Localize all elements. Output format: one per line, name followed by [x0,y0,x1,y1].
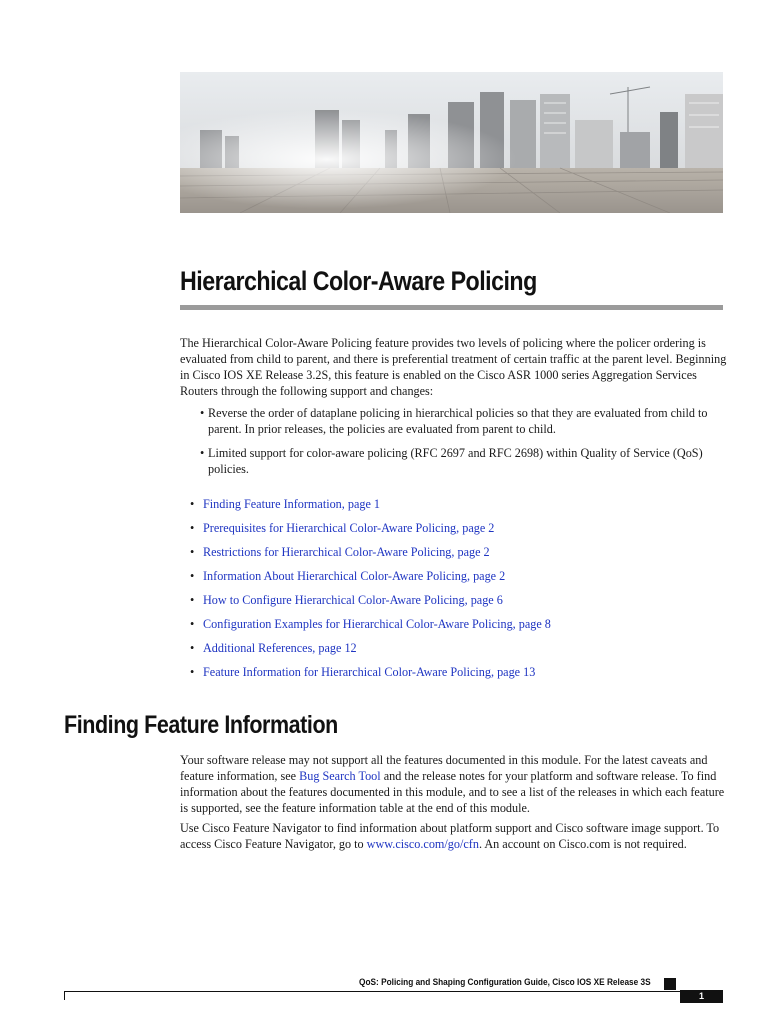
toc-link-how-to-configure[interactable]: How to Configure Hierarchical Color-Aware Policing, page 6 [203,593,503,607]
bullet-icon: • [190,593,195,607]
toc-link-configuration-examples[interactable]: Configuration Examples for Hierarchical Color-Aware Policing, page 8 [203,617,551,631]
cityscape-banner-image [180,72,723,213]
bullet-icon: • [190,497,195,511]
toc-link-feature-information[interactable]: Feature Information for Hierarchical Color-Aware Policing, page 13 [203,665,536,679]
page-title: Hierarchical Color-Aware Policing [180,266,537,296]
bullet-icon: • [190,665,195,679]
footer-marker [664,978,676,990]
toc-item [190,640,551,664]
toc-item [190,544,551,568]
paragraph-text: Use Cisco Feature Navigator to find information about platform support and Cisco software image support. To access Cisco Feature Navigator, go to [180,821,720,851]
list-item: • Limited support for color-aware policing (RFC 2697 and RFC 2698) within Quality of Service (QoS) policies. [200,445,725,477]
footer-rule [64,991,680,992]
bullet-icon: • [190,521,195,535]
table-of-contents [190,496,551,688]
toc-link-additional-references[interactable]: Additional References, page 12 [203,641,357,655]
footer-tick [64,991,65,1000]
title-underline [180,305,723,310]
toc-item [190,592,551,616]
feature-navigator-paragraph [180,820,728,852]
toc-link-prerequisites[interactable]: Prerequisites for Hierarchical Color-Aware Policing, page 2 [203,521,495,535]
toc-link-information-about[interactable]: Information About Hierarchical Color-Aware Policing, page 2 [203,569,506,583]
bullet-icon: • [190,641,195,655]
bullet-icon: • [190,569,195,583]
paragraph-text: and the release notes for your platform and software release. To find information about the features documented in this module, and to see a list of the releases in which each feature is supported, see the feature information table at the end of this module. [180,769,725,815]
toc-item [190,520,551,544]
page-number: 1 [680,990,723,1003]
feature-changes-list [200,405,725,485]
toc-item [190,664,551,688]
finding-feature-paragraph [180,752,728,816]
toc-item [190,616,551,640]
toc-link-finding-feature-information[interactable]: Finding Feature Information, page 1 [203,497,381,511]
toc-item [190,496,551,520]
paragraph-text: . An account on Cisco.com is not required. [478,837,687,851]
bug-search-tool-link[interactable]: Bug Search Tool [299,769,381,783]
toc-link-restrictions[interactable]: Restrictions for Hierarchical Color-Aware Policing, page 2 [203,545,490,559]
section-heading-finding-feature-information: Finding Feature Information [64,711,338,739]
paragraph-text: Your software release may not support all the features documented in this module. For the latest caveats and feature information, see [180,753,708,783]
bullet-icon: • [190,617,195,631]
intro-paragraph: The Hierarchical Color-Aware Policing feature provides two levels of policing where the policer ordering is evaluated from child to parent, and there is preferential treatment of certain traffic at the parent level. Beginning in Cisco IOS XE Release 3.2S, this feature is enabled on the Cisco ASR 1000 series Aggregation Services Routers through the following support and changes: [180,336,727,398]
toc-item [190,568,551,592]
cisco-cfn-link[interactable]: www.cisco.com/go/cfn [366,837,479,851]
bullet-icon: • [190,545,195,559]
list-item: • Reverse the order of dataplane policing in hierarchical policies so that they are evaluated from child to parent. In prior releases, the policies are evaluated from parent to child. [200,405,725,437]
footer-guide-title: QoS: Policing and Shaping Configuration Guide, Cisco IOS XE Release 3S [359,977,651,987]
